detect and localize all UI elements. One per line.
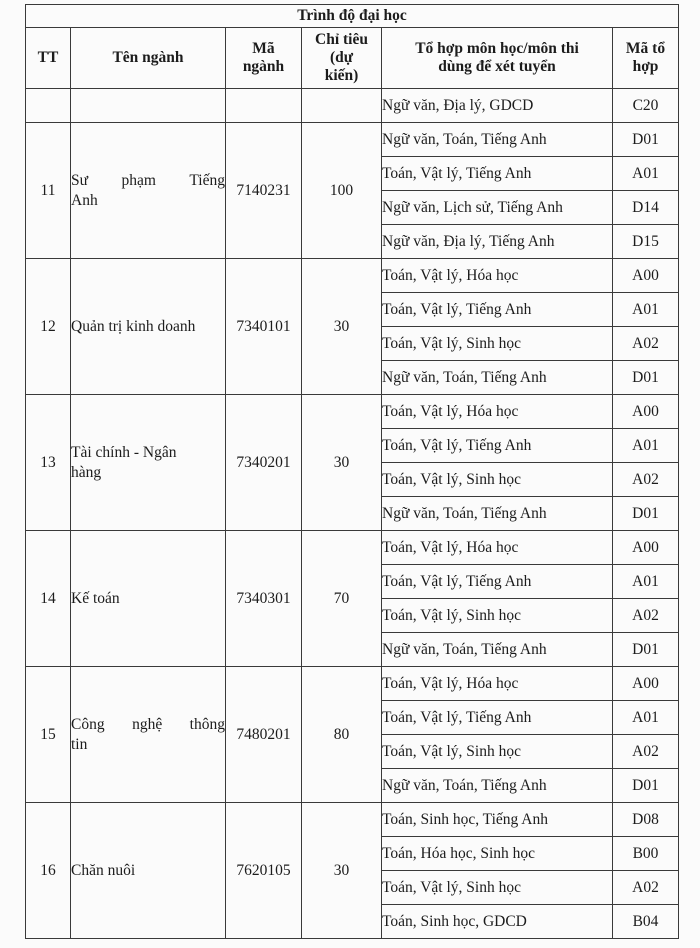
table-row <box>26 89 679 123</box>
combo-code: A02 <box>613 599 679 633</box>
header-row <box>26 28 679 89</box>
header-ma-nganh: Mã ngành <box>226 28 302 89</box>
subject-combo: Toán, Vật lý, Sinh học <box>382 327 613 361</box>
program-quota: 30 <box>302 803 382 939</box>
table-banner: Trình độ đại học <box>26 5 679 28</box>
combo-code: A02 <box>613 327 679 361</box>
combo-code: B04 <box>613 905 679 939</box>
program-name-line2: tin <box>71 735 88 753</box>
combo-code: C20 <box>613 89 679 123</box>
combo-code: A00 <box>613 395 679 429</box>
combo-code: A01 <box>613 701 679 735</box>
subject-combo: Toán, Vật lý, Hóa học <box>382 259 613 293</box>
combo-code: A01 <box>613 157 679 191</box>
program-name-text: Quản trị kinh doanh <box>71 317 196 335</box>
program-name-line1 <box>71 715 225 735</box>
subject-combo: Toán, Sinh học, GDCD <box>382 905 613 939</box>
combo-code: D01 <box>613 123 679 157</box>
program-name-word: nghệ <box>132 715 163 733</box>
table-row <box>26 123 679 157</box>
program-name-line2: hàng <box>71 463 102 481</box>
subject-combo: Ngữ văn, Toán, Tiếng Anh <box>382 769 613 803</box>
subject-combo: Toán, Vật lý, Sinh học <box>382 463 613 497</box>
combo-code: D15 <box>613 225 679 259</box>
program-quota: 100 <box>302 123 382 259</box>
program-name-text: Kế toán <box>71 589 120 607</box>
subject-combo: Toán, Vật lý, Sinh học <box>382 871 613 905</box>
empty-cell <box>226 89 302 123</box>
empty-cell <box>71 89 226 123</box>
subject-combo: Toán, Vật lý, Tiếng Anh <box>382 429 613 463</box>
program-number: 11 <box>26 123 71 259</box>
combo-code: A00 <box>613 259 679 293</box>
program-code: 7340101 <box>226 259 302 395</box>
program-name <box>71 803 226 939</box>
program-name-line2: Anh <box>71 191 98 209</box>
header-chi-tieu: Chỉ tiêu (dự kiến) <box>302 28 382 89</box>
subject-combo: Ngữ văn, Địa lý, Tiếng Anh <box>382 225 613 259</box>
program-quota: 70 <box>302 531 382 667</box>
subject-combo: Toán, Vật lý, Hóa học <box>382 395 613 429</box>
program-number: 14 <box>26 531 71 667</box>
subject-combo: Toán, Hóa học, Sinh học <box>382 837 613 871</box>
combo-code: A01 <box>613 293 679 327</box>
subject-combo: Ngữ văn, Toán, Tiếng Anh <box>382 633 613 667</box>
subject-combo: Ngữ văn, Toán, Tiếng Anh <box>382 497 613 531</box>
combo-code: D08 <box>613 803 679 837</box>
subject-combo: Toán, Vật lý, Tiếng Anh <box>382 565 613 599</box>
program-name <box>71 123 226 259</box>
header-ten-nganh: Tên ngành <box>71 28 226 89</box>
program-number: 13 <box>26 395 71 531</box>
program-code: 7340201 <box>226 395 302 531</box>
program-name-word: Sư <box>71 171 89 189</box>
table-row <box>26 259 679 293</box>
program-number: 12 <box>26 259 71 395</box>
combo-code: A00 <box>613 531 679 565</box>
subject-combo: Ngữ văn, Toán, Tiếng Anh <box>382 123 613 157</box>
subject-combo: Toán, Vật lý, Hóa học <box>382 531 613 565</box>
subject-combo: Toán, Vật lý, Sinh học <box>382 735 613 769</box>
program-name <box>71 531 226 667</box>
program-name <box>71 667 226 803</box>
subject-combo: Toán, Vật lý, Tiếng Anh <box>382 701 613 735</box>
program-quota: 80 <box>302 667 382 803</box>
table-row <box>26 531 679 565</box>
combo-code: A00 <box>613 667 679 701</box>
program-code: 7340301 <box>226 531 302 667</box>
combo-code: D01 <box>613 497 679 531</box>
program-name <box>71 259 226 395</box>
table-row <box>26 395 679 429</box>
subject-combo: Toán, Sinh học, Tiếng Anh <box>382 803 613 837</box>
header-ma-to-hop: Mã tổ hợp <box>613 28 679 89</box>
subject-combo: Ngữ văn, Lịch sử, Tiếng Anh <box>382 191 613 225</box>
table-row <box>26 803 679 837</box>
subject-combo: Toán, Vật lý, Tiếng Anh <box>382 157 613 191</box>
table-row <box>26 667 679 701</box>
program-name-word: Tiếng <box>189 171 225 189</box>
combo-code: A01 <box>613 565 679 599</box>
combo-code: A02 <box>613 735 679 769</box>
program-name-word: phạm <box>121 171 156 189</box>
program-code: 7620105 <box>226 803 302 939</box>
program-name-line1 <box>71 171 225 191</box>
program-name-text: Chăn nuôi <box>71 861 136 879</box>
empty-cell <box>26 89 71 123</box>
combo-code: D01 <box>613 361 679 395</box>
header-to-hop: Tổ hợp môn học/môn thi dùng để xét tuyển <box>382 28 613 89</box>
subject-combo: Toán, Vật lý, Sinh học <box>382 599 613 633</box>
program-code: 7480201 <box>226 667 302 803</box>
subject-combo: Ngữ văn, Toán, Tiếng Anh <box>382 361 613 395</box>
subject-combo: Toán, Vật lý, Hóa học <box>382 667 613 701</box>
header-tt: TT <box>26 28 71 89</box>
combo-code: A02 <box>613 463 679 497</box>
combo-code: A01 <box>613 429 679 463</box>
program-number: 16 <box>26 803 71 939</box>
combo-code: B00 <box>613 837 679 871</box>
combo-code: D14 <box>613 191 679 225</box>
program-code: 7140231 <box>226 123 302 259</box>
combo-code: D01 <box>613 633 679 667</box>
program-name-word: Công <box>71 715 105 733</box>
program-name <box>71 395 226 531</box>
empty-cell <box>302 89 382 123</box>
admission-table <box>25 4 679 939</box>
program-name-word: thông <box>189 715 225 733</box>
subject-combo: Toán, Vật lý, Tiếng Anh <box>382 293 613 327</box>
combo-code: A02 <box>613 871 679 905</box>
combo-code: D01 <box>613 769 679 803</box>
program-quota: 30 <box>302 395 382 531</box>
program-name-line1: Tài chính - Ngân <box>71 443 177 461</box>
program-quota: 30 <box>302 259 382 395</box>
program-number: 15 <box>26 667 71 803</box>
subject-combo: Ngữ văn, Địa lý, GDCD <box>382 89 613 123</box>
